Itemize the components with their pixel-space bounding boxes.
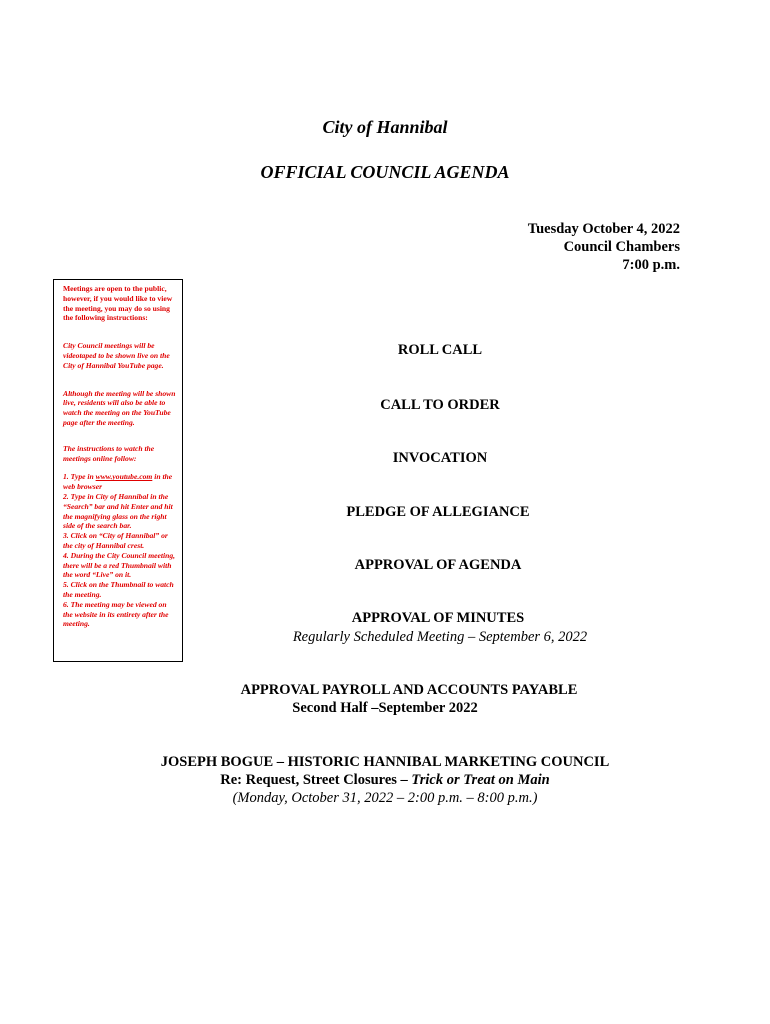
viewing-instructions-box (53, 279, 183, 662)
step-2: 2. Type in City of Hannibal in the “Search” bar and hit Enter and hit the magnifying glass on the right side of the search bar. (63, 491, 173, 531)
bogue-date-detail: (Monday, October 31, 2022 – 2:00 p.m. – 8:00 p.m.) (232, 790, 538, 806)
invocation: INVOCATION (392, 450, 488, 466)
meeting-info (528, 220, 680, 274)
approval-of-minutes: APPROVAL OF MINUTES (351, 610, 525, 626)
step-5: 5. Click on the Thumbnail to watch the meeting. (63, 580, 174, 599)
meeting-location: Council Chambers (563, 239, 680, 255)
city-title: City of Hannibal (322, 117, 448, 137)
bogue-item: JOSEPH BOGUE – HISTORIC HANNIBAL MARKETING COUNCIL (160, 754, 610, 770)
youtube-link[interactable]: www.youtube.com (95, 472, 153, 482)
trick-or-treat-title: Trick or Treat on Main (411, 772, 550, 788)
step-4: 4. During the City Council meeting, there will be a red Thumbnail with the word “Live” on it. (63, 550, 176, 580)
notice-live: Although the meeting will be shown live, residents will also be able to watch the meeting on the YouTube page after the meeting. (63, 388, 176, 427)
pledge-of-allegiance: PLEDGE OF ALLEGIANCE (346, 504, 530, 520)
call-to-order: CALL TO ORDER (380, 397, 500, 413)
meeting-date: Tuesday October 4, 2022 (527, 221, 680, 237)
minutes-detail: Regularly Scheduled Meeting – September 6, 2022 (292, 629, 588, 645)
instruction-steps (63, 472, 178, 629)
approval-payroll: APPROVAL PAYROLL AND ACCOUNTS PAYABLE (240, 682, 578, 698)
bogue-request: Re: Request, Street Closures – Trick or Treat on Main (220, 772, 550, 788)
step-1: 1. Type in www.youtube.com in the web browser (63, 472, 173, 492)
notice-instructions-heading: The instructions to watch the meetings online follow: (63, 443, 155, 463)
step-6: 6. The meeting may be viewed on the website in its entirety after the meeting. (63, 599, 169, 629)
step-3: 3. Click on “City of Hannibal” or the city of Hannibal crest. (63, 531, 168, 550)
payroll-detail: Second Half –September 2022 (292, 700, 478, 716)
notice-videotaped: City Council meetings will be videotaped to be shown live on the City of Hannibal YouTube page. (63, 341, 170, 370)
meeting-time: 7:00 p.m. (622, 257, 680, 273)
notice-intro: Meetings are open to the public, however, if you would like to view the meeting, you may do so using the following instructions: (63, 284, 173, 323)
roll-call: ROLL CALL (397, 342, 483, 358)
approval-of-agenda: APPROVAL OF AGENDA (354, 557, 522, 573)
agenda-title: OFFICIAL COUNCIL AGENDA (260, 162, 510, 182)
